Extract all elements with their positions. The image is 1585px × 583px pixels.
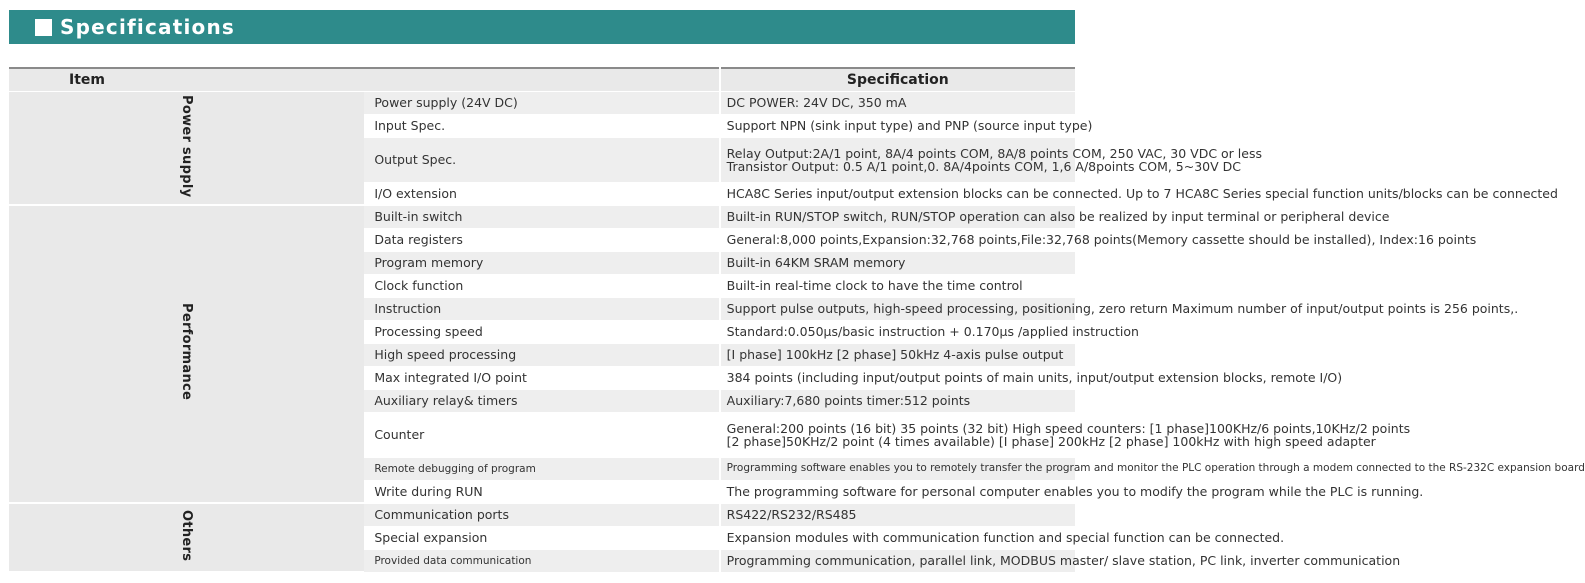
item-cell: Power supply (24V DC) xyxy=(364,91,719,114)
page-title: Specifications xyxy=(60,15,236,39)
table-row xyxy=(9,205,1075,228)
item-cell: Processing speed xyxy=(364,320,719,343)
item-cell: Communication ports xyxy=(364,503,719,526)
column-header-item: Item xyxy=(9,68,720,91)
spec-line: [I phase] 100kHz [2 phase] 50kHz 4-axis pulse output xyxy=(726,347,1064,362)
group-cell xyxy=(9,205,364,503)
item-cell: Output Spec. xyxy=(364,137,719,182)
square-bullet-icon xyxy=(35,19,52,36)
spec-line: Programming communication, parallel link, MODBUS master/ slave station, PC link, inverter communication xyxy=(726,553,1401,568)
spec-line: Built-in RUN/STOP switch, RUN/STOP operation can also be realized by input terminal or peripheral device xyxy=(726,209,1390,224)
spec-line: The programming software for personal computer enables you to modify the program while the PLC is running. xyxy=(726,484,1424,499)
spec-cell xyxy=(720,205,1390,228)
spec-cell xyxy=(720,549,1401,572)
spec-line: Programming software enables you to remotely transfer the program and monitor the PLC operation through a modem connected to the RS-232C expansion board xyxy=(726,462,1585,474)
spec-cell xyxy=(720,457,1585,480)
spec-cell xyxy=(720,412,1411,457)
spec-line: RS422/RS232/RS485 xyxy=(726,507,857,522)
spec-line: HCA8C Series input/output extension blocks can be connected. Up to 7 HCA8C Series special function units/blocks can be connected xyxy=(726,186,1558,201)
item-cell: Special expansion xyxy=(364,526,719,549)
spec-line: [2 phase]50KHz/2 point (4 times available) [I phase] 200kHz [2 phase] 100kHz with high speed adapter xyxy=(726,433,1376,449)
item-cell: Provided data communication xyxy=(364,549,719,572)
spec-cell xyxy=(720,389,1075,412)
spec-cell xyxy=(720,274,1075,297)
spec-line: 384 points (including input/output points of main units, input/output extension blocks, remote I/O) xyxy=(726,370,1343,385)
spec-cell xyxy=(720,137,1262,182)
spec-cell xyxy=(720,91,1075,114)
table-row xyxy=(9,91,1075,114)
spec-line: Built-in 64KM SRAM memory xyxy=(726,255,906,270)
spec-line: Expansion modules with communication function and special function can be connected. xyxy=(726,530,1285,545)
item-cell: Program memory xyxy=(364,251,719,274)
item-cell: Max integrated I/O point xyxy=(364,366,719,389)
item-cell: Data registers xyxy=(364,228,719,251)
item-cell: Counter xyxy=(364,412,719,457)
spec-cell xyxy=(720,228,1477,251)
group-cell xyxy=(9,91,364,205)
group-label: Performance xyxy=(179,303,195,401)
spec-line: Support pulse outputs, high-speed processing, positioning, zero return Maximum number of input/output points is 256 points,. xyxy=(726,301,1519,316)
section-title-bar xyxy=(9,10,1075,44)
spec-line: Standard:0.050μs/basic instruction + 0.170μs /applied instruction xyxy=(726,324,1139,339)
item-cell: Clock function xyxy=(364,274,719,297)
spec-cell xyxy=(720,526,1285,549)
spec-cell xyxy=(720,503,1075,526)
spec-line: General:200 points (16 bit) 35 points (32 bit) High speed counters: [1 phase]100KHz/6 points,10KHz/2 points xyxy=(726,420,1411,436)
table-header-row xyxy=(9,68,1075,91)
spec-line: Auxiliary:7,680 points timer:512 points xyxy=(726,393,971,408)
spec-line: General:8,000 points,Expansion:32,768 points,File:32,768 points(Memory cassette should be installed), Index:16 points xyxy=(726,232,1477,247)
group-label: Others xyxy=(179,509,195,562)
spec-line: DC POWER: 24V DC, 350 mA xyxy=(726,95,907,110)
spec-line: Built-in real-time clock to have the time control xyxy=(726,278,1023,293)
spec-cell xyxy=(720,251,1075,274)
specifications-table xyxy=(9,67,1585,573)
column-header-specification: Specification xyxy=(720,68,1075,91)
item-cell: Auxiliary relay& timers xyxy=(364,389,719,412)
item-cell: I/O extension xyxy=(364,182,719,205)
item-cell: Built-in switch xyxy=(364,205,719,228)
item-cell: Write during RUN xyxy=(364,480,719,503)
spec-cell xyxy=(720,297,1519,320)
spec-line: Relay Output:2A/1 point, 8A/4 points COM, 8A/8 points COM, 250 VAC, 30 VDC or less xyxy=(726,145,1262,161)
group-cell xyxy=(9,503,364,572)
spec-cell xyxy=(720,320,1139,343)
spec-cell xyxy=(720,343,1075,366)
spec-line: Transistor Output: 0.5 A/1 point,0. 8A/4points COM, 1,6 A/8points COM, 5~30V DC xyxy=(726,158,1242,174)
spec-cell xyxy=(720,366,1343,389)
spec-cell xyxy=(720,480,1424,503)
item-cell: Instruction xyxy=(364,297,719,320)
spec-line: Support NPN (sink input type) and PNP (source input type) xyxy=(726,118,1093,133)
spec-cell xyxy=(720,114,1093,137)
item-cell: High speed processing xyxy=(364,343,719,366)
spec-cell xyxy=(720,182,1558,205)
table-body xyxy=(9,91,1585,572)
table-row xyxy=(9,503,1075,526)
item-cell: Remote debugging of program xyxy=(364,457,719,480)
group-label: Power supply xyxy=(179,94,195,197)
item-cell: Input Spec. xyxy=(364,114,719,137)
